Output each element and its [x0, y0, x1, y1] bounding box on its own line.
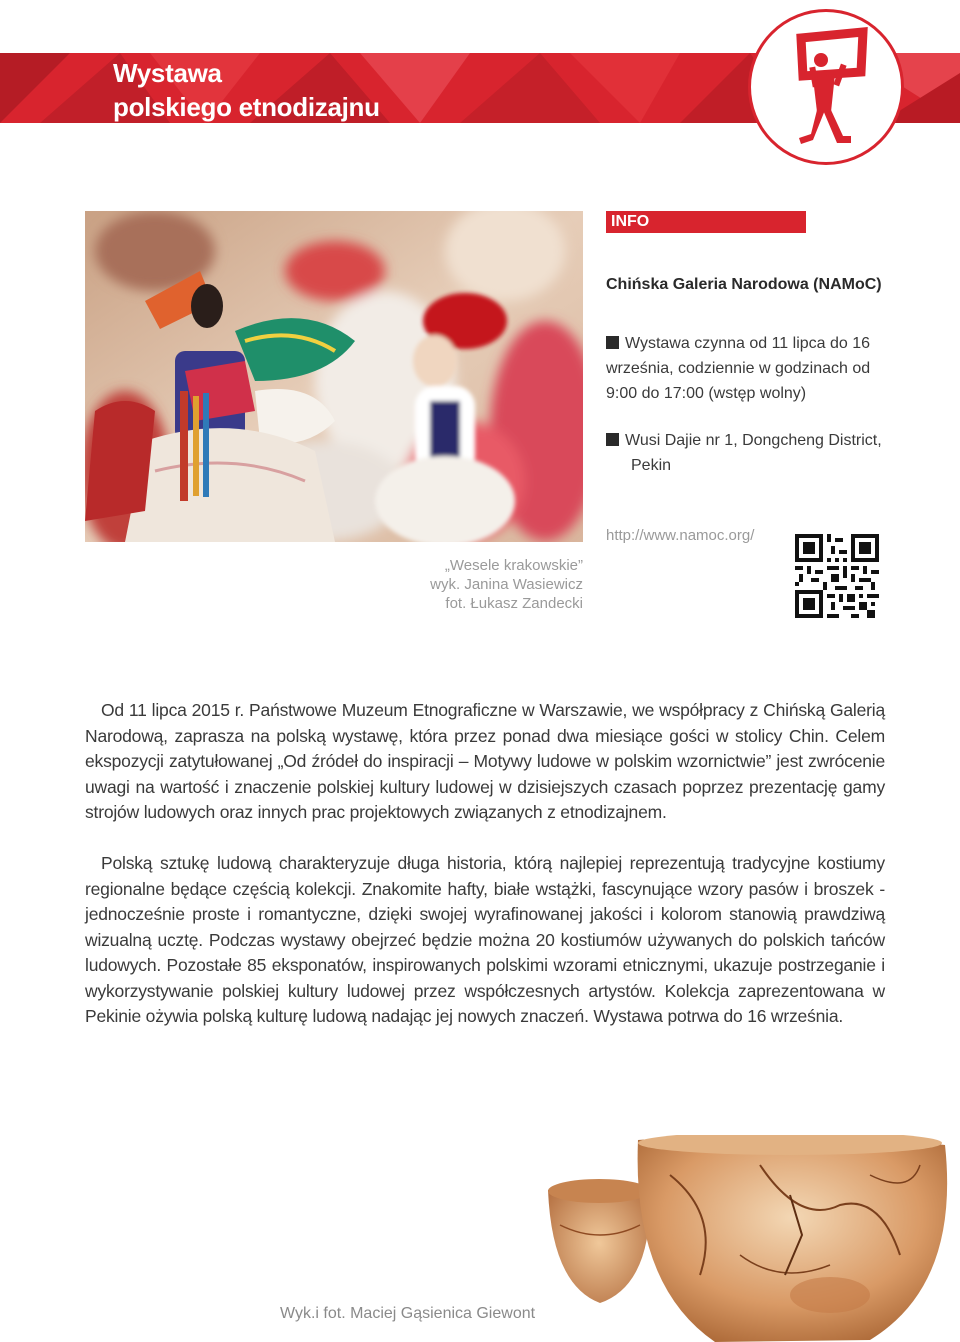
opening-hours: [606, 331, 896, 406]
venue-name: Chińska Galeria Narodowa (NAMoC): [606, 276, 882, 293]
title-line-1: Wystawa: [113, 58, 222, 88]
address: [606, 428, 896, 478]
address-line-2: Pekin: [631, 457, 672, 474]
person-holding-frame-icon: [751, 12, 901, 162]
photo-credit: Wyk.i fot. Maciej Gąsienica Giewont: [280, 1305, 536, 1322]
folk-dolls-photo: [85, 211, 583, 542]
page-title: [113, 56, 380, 124]
opening-hours-text: Wystawa czynna od 11 lipca do 16 września, codziennie w godzinach od 9:00 do 17:00 (wstęp wolny): [606, 335, 871, 402]
caption-author: wyk. Janina Wasiewicz: [430, 576, 583, 593]
qr-code-icon[interactable]: [795, 534, 879, 618]
qr-code-graphic: [795, 534, 879, 618]
website-link[interactable]: http://www.namoc.org/: [606, 527, 755, 544]
info-label: INFO: [611, 213, 650, 230]
square-bullet-icon: [606, 336, 619, 349]
caption-title: „Wesele krakowskie”: [444, 557, 583, 574]
title-line-2: polskiego etnodizajnu: [113, 92, 380, 122]
square-bullet-icon: [606, 433, 619, 446]
paragraph-folk-art: Polską sztukę ludową charakteryzuje długa historia, którą najlepiej reprezentują tradycyjne kostiumy regionalne będące częścią kolekcji. Znakomite hafty, białe wstążki, fascynujące wzory pasów i broszek - jednocześnie proste i romantyczne, dzięki swojej wyrafinowanej jakości i kolorom stanowią prawdziwą wizualną ucztę. Podczas wystawy obejrzeć będzie można 20 kostiumów używanych do polskich tańców ludowych. Pozostałe 85 eksponatów, inspirowanych polskimi wzorami etnicznymi, ukazuje postrzeganie i wykorzystywanie polskiej kultury ludowej przez współczesnych artystów. Kolekcja zaprezentowana w Pekinie ożywia polską kulturę ludową nadając jej nowych znaczeń. Wystawa potrwa do 16 września.: [85, 853, 885, 1026]
museum-logo: [748, 9, 904, 165]
wooden-bowls-photo: [540, 1135, 960, 1342]
caption-photographer: fot. Łukasz Zandecki: [445, 595, 583, 612]
folk-dolls-image: [85, 211, 583, 542]
address-line-1: Wusi Dajie nr 1, Dongcheng District,: [625, 432, 882, 449]
photo-caption: [430, 556, 583, 613]
wooden-bowls-image: [540, 1135, 960, 1342]
paragraph-intro: Od 11 lipca 2015 r. Państwowe Muzeum Etnograficzne w Warszawie, we współpracy z Chińską Galerią Narodową, zaprasza na polską wystawę, która przez ponad dwa miesiące gości w stolicy Chin. Celem ekspozycji zatytułowanej „Od źródeł do inspiracji – Motywy ludowe w polskim wzornictwie” jest zwrócenie uwagi na wartość i znaczenie polskiej kultury ludowej w dzisiejszych czasach poprzez prezentację gamy strojów ludowych oraz innych prac projektowych związanych z etnodizajnem.: [85, 700, 885, 822]
